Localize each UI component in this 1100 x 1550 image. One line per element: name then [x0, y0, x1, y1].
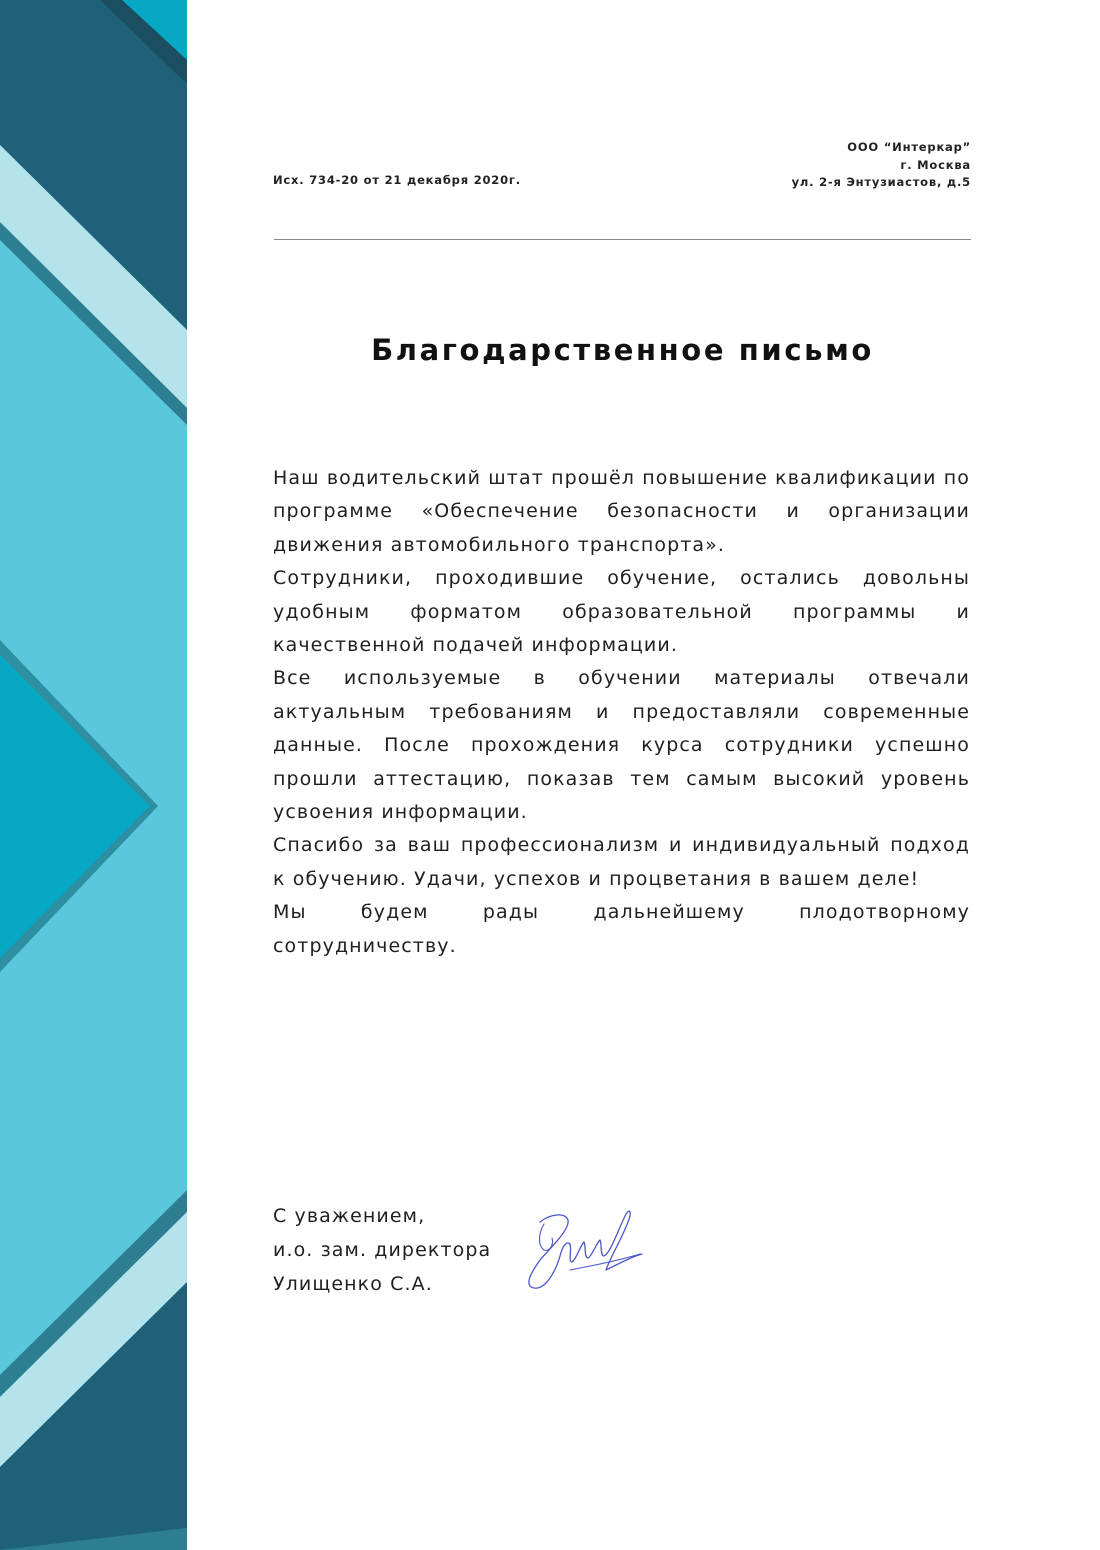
- body-paragraph-2: Сотрудники, проходившие обучение, остались довольны удобным форматом образовательной программы и качественной подачей информации.: [273, 567, 970, 657]
- header-divider: [274, 239, 971, 240]
- decorative-side-band: [0, 0, 187, 1550]
- letter-body: [273, 462, 970, 963]
- signoff-block: [273, 1199, 491, 1301]
- company-street: ул. 2-я Энтузиастов, д.5: [791, 175, 971, 189]
- closing-phrase: С уважением,: [273, 1205, 426, 1227]
- letter-title: Благодарственное письмо: [371, 333, 874, 367]
- document-reference: Исх. 734-20 от 21 декабря 2020г.: [273, 173, 521, 187]
- signer-position: и.о. зам. директора: [273, 1239, 492, 1261]
- body-paragraph-4: Спасибо за ваш профессионализм и индивидуальный подход к обучению. Удачи, успехов и процветания в вашем деле!: [273, 834, 970, 890]
- signer-name: Улищенко С.А.: [273, 1273, 433, 1295]
- handwritten-signature: [510, 1200, 650, 1300]
- body-paragraph-5: Мы будем рады дальнейшему плодотворному сотрудничеству.: [273, 901, 970, 957]
- company-city: г. Москва: [900, 157, 971, 172]
- body-paragraph-1: Наш водительский штат прошёл повышение квалификации по программе «Обеспечение безопасности и организации движения автомобильного транспорта».: [273, 467, 970, 556]
- body-paragraph-3: Все используемые в обучении материалы отвечали актуальным требованиям и предоставляли современные данные. После прохождения курса сотрудники успешно прошли аттестацию, показав тем самым высокий уровень усвоения информации.: [273, 667, 970, 824]
- company-address-block: [792, 139, 971, 192]
- company-name: ООО “Интеркар”: [847, 140, 971, 154]
